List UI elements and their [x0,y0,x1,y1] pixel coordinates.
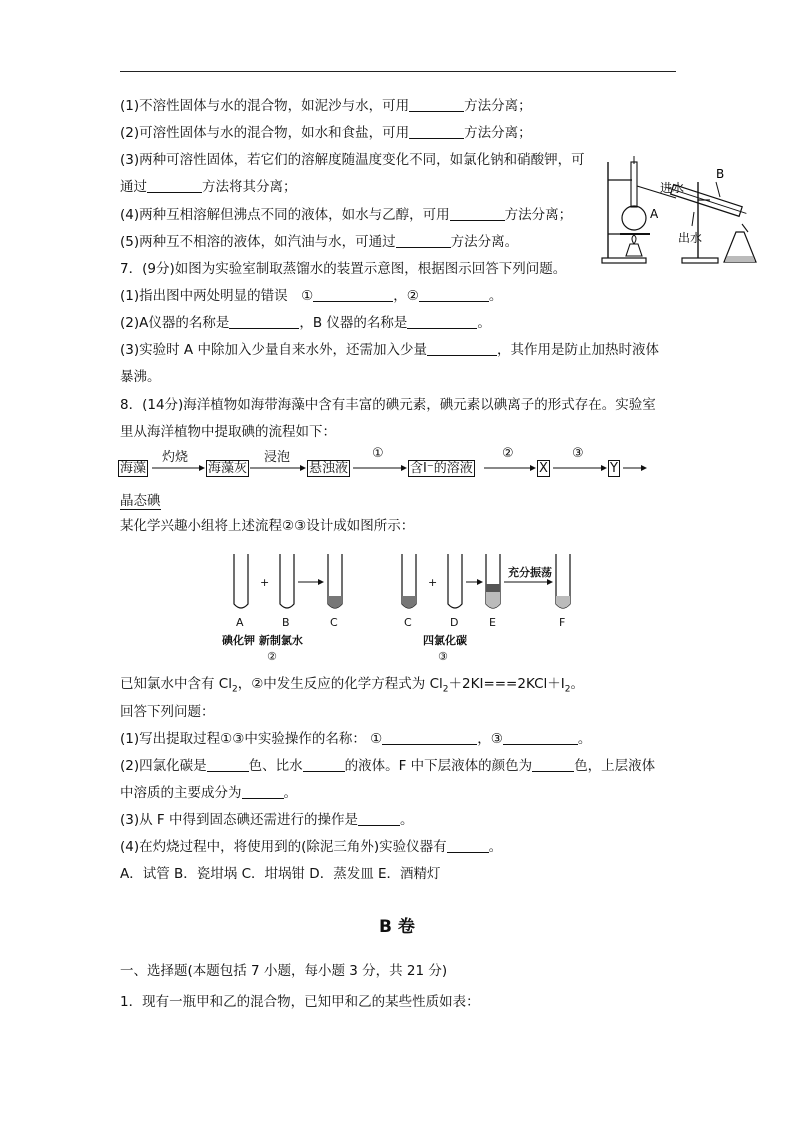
q8-options: A．试管 B．瓷坩埚 C．坩埚钳 D．蒸发皿 E．酒精灯 [120,866,441,882]
answer-blank[interactable] [229,315,299,329]
partb-section-title: 一、选择题(本题包括 7 小题，每小题 3 分，共 21 分) [120,963,448,979]
test-tube-figure [218,548,588,666]
q8-part-4: (4)在灼烧过程中，将使用到的(除泥三角外)实验仪器有 。 [120,839,503,855]
tube-label-c2: C [404,616,412,629]
tube-label-e: E [489,616,496,629]
q8-part-1: (1)写出提取过程①③中实验操作的名称： ① ，③ 。 [120,731,592,747]
caption-3-num: ③ [438,650,448,663]
label-b: B [716,167,725,181]
q7-title: 7．(9分)如图为实验室制取蒸馏水的装置示意图，根据图示回答下列问题。 [120,261,567,277]
answer-blank[interactable] [409,125,464,139]
q6-line-5: (4)两种互相溶解但沸点不同的液体，如水与乙醇，可用 方法分离； [120,207,573,223]
plus-sign-2: + [428,576,438,589]
answer-blank[interactable] [207,758,249,772]
answer-blank[interactable] [313,288,393,302]
answer-blank[interactable] [503,731,578,745]
q7-line-1: (1)指出图中两处明显的错误 ① ，② 。 [120,288,503,304]
flow-step-soak: 浸泡 [264,450,291,465]
answer-blank[interactable] [407,315,477,329]
label-a: A [650,207,659,221]
flow-box-iodide-solution: 含I⁻的溶液 [410,461,473,476]
q7-line-2: (2)A仪器的名称是 ，B 仪器的名称是 。 [120,315,491,331]
answer-blank[interactable] [450,207,505,221]
header-rule [120,71,676,72]
answer-blank[interactable] [303,758,345,772]
answer-blank[interactable] [242,785,284,799]
section-heading-b: B 卷 [379,917,415,937]
answer-blank[interactable] [427,342,497,356]
flow-box-suspension: 悬浊液 [309,461,349,476]
answer-blank[interactable] [147,179,202,193]
flow-box-crystal-iodine: 晶态碘 [120,493,161,509]
flow-step-1: ① [372,446,384,461]
extraction-flowchart [118,446,658,482]
partb-question-1: 1．现有一瓶甲和乙的混合物，已知甲和乙的某些性质如表： [120,994,480,1010]
flow-box-ash: 海藻灰 [208,461,248,476]
q6-line-1: (1)不溶性固体与水的混合物，如泥沙与水，可用 方法分离； [120,98,532,114]
q6-line-4: 通过 方法将其分离； [120,179,297,195]
flow-step-2: ② [502,446,514,461]
caption-2-num: ② [267,650,277,663]
answer-blank[interactable] [358,812,400,826]
flow-box-x: X [539,461,548,476]
q6-line-6: (5)两种互不相溶的液体，如汽油与水，可通过 方法分离。 [120,234,519,250]
q8-known-equation: 已知氯水中含有 $Cl_2$，②中发生反应的化学方程式为 $Cl_2+2KI===2KCl+I_2$。 [120,676,584,695]
label-water-in: 进水 [660,181,685,195]
caption-3: 四氯化碳 [423,634,467,647]
answer-blank[interactable] [419,288,489,302]
q6-line-2: (2)可溶性固体与水的混合物，如水和食盐，可用 方法分离； [120,125,532,141]
q8-part-2: (2)四氯化碳是 色、比水 的液体。F 中下层液体的颜色为 色，上层液体 [120,758,656,774]
tube-label-a: A [236,616,244,629]
q8-answer-intro: 回答下列问题： [120,704,215,720]
plus-sign-1: + [260,576,270,589]
q8-title-1: 8．(14分)海洋植物如海带海藻中含有丰富的碘元素，碘元素以碘离子的形式存在。实验室 [120,397,656,413]
q7-line-4: 暴沸。 [120,369,161,385]
flow-step-3: ③ [572,446,584,461]
tube-label-f: F [559,616,566,629]
distillation-apparatus-figure [598,152,758,270]
answer-blank[interactable] [396,234,451,248]
tube-label-d: D [450,616,459,629]
answer-blank[interactable] [382,731,477,745]
q8-title-2: 里从海洋植物中提取碘的流程如下： [120,424,336,440]
answer-blank[interactable] [447,839,489,853]
shake-label: 充分振荡 [508,566,552,579]
flow-box-seaweed: 海藻 [120,461,147,476]
q8-part-2-cont: 中溶质的主要成分为 。 [120,785,297,801]
q8-design-text: 某化学兴趣小组将上述流程②③设计成如图所示： [120,518,415,534]
tube-label-c: C [330,616,338,629]
tube-label-b: B [282,616,290,629]
flow-step-burn: 灼烧 [162,450,189,465]
answer-blank[interactable] [532,758,574,772]
label-water-out: 出水 [678,231,703,245]
answer-blank[interactable] [409,98,464,112]
flow-box-y: Y [610,461,618,476]
q6-line-3: (3)两种可溶性固体，若它们的溶解度随温度变化不同，如氯化钠和硝酸钾，可 [120,152,585,168]
q8-part-3: (3)从 F 中得到固态碘还需进行的操作是 。 [120,812,414,828]
caption-2: 碘化钾 新制氯水 [222,634,303,647]
q7-line-3: (3)实验时 A 中除加入少量自来水外，还需加入少量 ，其作用是防止加热时液体 [120,342,659,358]
